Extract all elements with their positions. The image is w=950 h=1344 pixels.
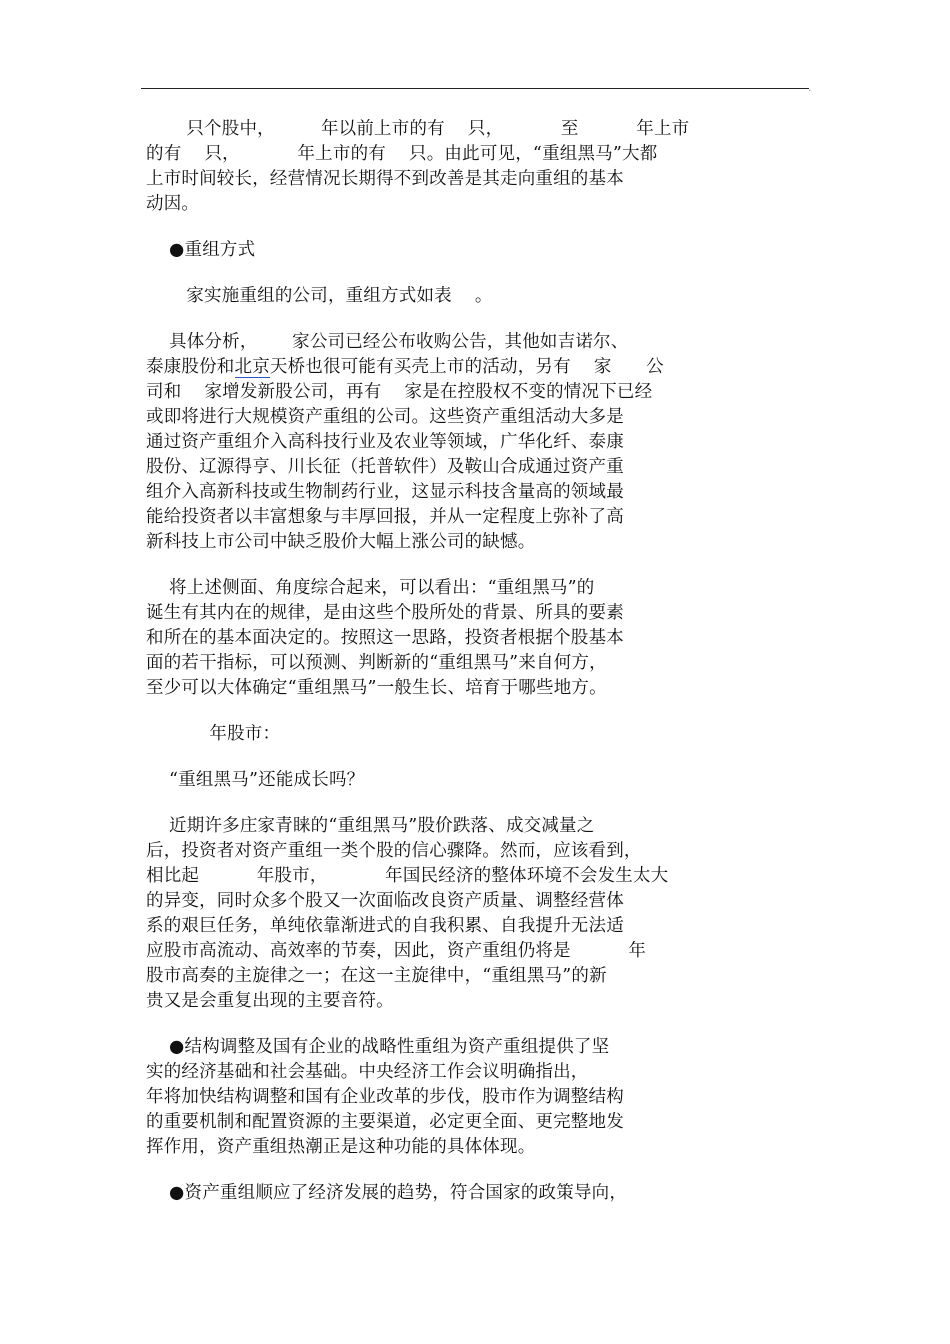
text-line: 年股市： (146, 724, 281, 744)
header-rule (141, 88, 809, 89)
text-line: 年将加快结构调整和国有企业改革的步伐，股市作为调整结构 (146, 1087, 624, 1107)
text-line: 或即将进行大规模资产重组的公司。这些资产重组活动大多是 (146, 407, 624, 427)
text-line: ●结构调整及国有企业的战略性重组为资产重组提供了坚 (146, 1037, 610, 1057)
text-line: 后，投资者对资产重组一类个股的信心骤降。然而，应该看到， (146, 841, 642, 861)
text-line: 只个股中， 年以前上市的有 只， 至 年上市 (146, 119, 690, 139)
text-line: 组介入高新科技或生物制药行业，这显示科技含量高的领域最 (146, 482, 624, 502)
paragraph (146, 814, 706, 1014)
document-body (146, 117, 706, 1227)
text-line: 面的若干指标，可以预测、判断新的“重组黑马”来自何方， (146, 653, 607, 673)
text-line: 近期许多庄家青睐的“重组黑马”股价跌落、成交减量之 (146, 816, 595, 836)
text-line: 实的经济基础和社会基础。中央经济工作会议明确指出， (146, 1062, 589, 1082)
paragraph (146, 284, 706, 309)
text-line: 泰康股份和北京天桥也很可能有买壳上市的活动，另有 家 公 (146, 357, 664, 377)
text-line: 股市高奏的主旋律之一；在这一主旋律中，“重组黑马”的新 (146, 966, 607, 986)
text-line: 司和 家增发新股公司，再有 家是在控股权不变的情况下已经 (146, 382, 653, 402)
text-line: 动因。 (146, 194, 200, 214)
text-line: 相比起 年股市， 年国民经济的整体环境不会发生太大 (146, 866, 669, 886)
paragraph (146, 117, 706, 217)
text-line: 的异变，同时众多个股又一次面临改良资产质量、调整经营体 (146, 891, 624, 911)
text-line: 上市时间较长，经营情况长期得不到改善是其走向重组的基本 (146, 169, 624, 189)
text-line: 应股市高流动、高效率的节奏，因此，资产重组仍将是 年 (146, 941, 647, 961)
text-line: 和所在的基本面决定的。按照这一思路，投资者根据个股基本 (146, 628, 624, 648)
text-line: 家实施重组的公司，重组方式如表 。 (146, 286, 493, 306)
text-line: 系的艰巨任务，单纯依靠渐进式的自我积累、自我提升无法适 (146, 916, 624, 936)
paragraph (146, 768, 706, 793)
text-line: 将上述侧面、角度综合起来，可以看出：“重组黑马”的 (146, 578, 595, 598)
text-line: 具体分析， 家公司已经公布收购公告，其他如吉诺尔、 (146, 332, 629, 352)
text-line: 的有 只， 年上市的有 只。由此可见，“重组黑马”大都 (146, 144, 658, 164)
text-line: 股份、辽源得亨、川长征（托普软件）及鞍山合成通过资产重 (146, 457, 624, 477)
paragraph (146, 238, 706, 263)
text-line: “重组黑马”还能成长吗？ (146, 770, 365, 790)
paragraph (146, 722, 706, 747)
paragraph (146, 1035, 706, 1160)
text-line: 能给投资者以丰富想象与丰厚回报，并从一定程度上弥补了高 (146, 507, 624, 527)
text-line: 贵又是会重复出现的主要音符。 (146, 991, 394, 1011)
text-line: ●资产重组顺应了经济发展的趋势，符合国家的政策导向， (146, 1183, 628, 1203)
link-beijing[interactable]: 北京 (234, 357, 270, 377)
text-line: 挥作用，资产重组热潮正是这种功能的具体体现。 (146, 1137, 536, 1157)
header-mark: , (809, 85, 811, 92)
paragraph (146, 330, 706, 555)
text-line: 新科技上市公司中缺乏股价大幅上涨公司的缺憾。 (146, 532, 536, 552)
text-line: 诞生有其内在的规律，是由这些个股所处的背景、所具的要素 (146, 603, 624, 623)
text-line: ●重组方式 (146, 240, 256, 260)
text-line: 的重要机制和配置资源的主要渠道，必定更全面、更完整地发 (146, 1112, 624, 1132)
paragraph (146, 1181, 706, 1206)
paragraph (146, 576, 706, 701)
text-line: 至少可以大体确定“重组黑马”一般生长、培育于哪些地方。 (146, 678, 607, 698)
text-line: 通过资产重组介入高科技行业及农业等领域，广华化纤、泰康 (146, 432, 624, 452)
